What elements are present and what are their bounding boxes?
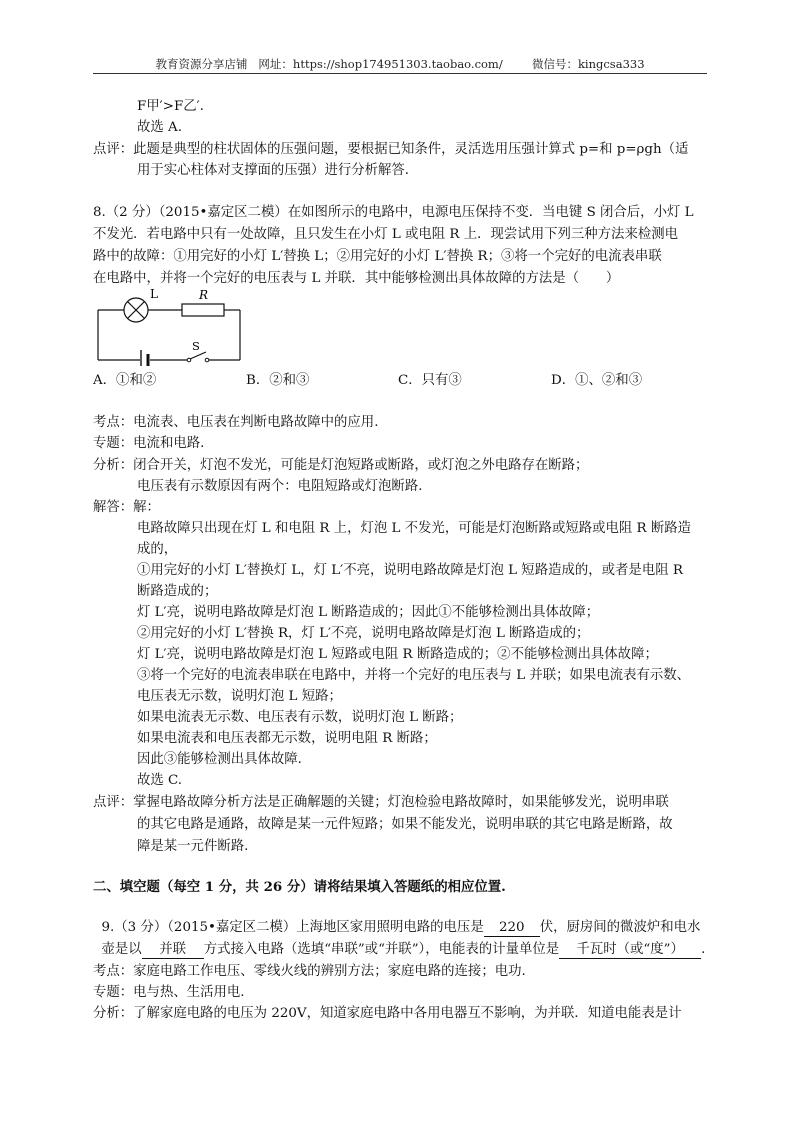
q7-answer: 故选 A. bbox=[137, 120, 182, 135]
q8-dianping-line-3: 障是某一元件断路. bbox=[137, 839, 249, 854]
q8-jieda-line-8: ③将一个完好的电流表串联在电路中，并将一个完好的电压表与 L 并联；如果电流表有示数、 bbox=[137, 668, 691, 683]
lamp-symbol bbox=[124, 298, 148, 322]
q8-jieda-line-5: 灯 L′亮，说明电路故障是灯泡 L 断路造成的；因此①不能够检测出具体故障； bbox=[137, 605, 600, 620]
q9-blank-unit: 千瓦时（或“度”） bbox=[559, 941, 701, 959]
switch-symbol bbox=[187, 352, 209, 362]
q8-option-c: C．只有③ bbox=[398, 373, 462, 388]
q9-line-2 bbox=[93, 920, 706, 957]
q8-jieda-line-2: 成的， bbox=[137, 542, 178, 557]
q8-zhuanti: 专题：电流和电路. bbox=[93, 436, 205, 451]
q9-kaodian: 考点：家庭电路工作电压、零线火线的辨别方法；家庭电路的连接；电功. bbox=[93, 964, 526, 979]
q9-text-4: 方式接入电路（选填“串联”或“并联”），电能表的计量单位是 bbox=[203, 942, 560, 957]
q8-jieda-line-4: 断路造成的； bbox=[137, 584, 218, 599]
q8-fenxi-line-2: 电压表有示数原因有两个：电阻短路或灯泡断路. bbox=[137, 479, 423, 494]
q7-formula: F甲′>F乙′. bbox=[137, 99, 204, 114]
q9-line-1 bbox=[93, 898, 701, 935]
q9-zhuanti: 专题：电与热、生活用电. bbox=[93, 985, 245, 1000]
q9-text-2: 伏，厨房间的微波炉和电水 bbox=[539, 920, 701, 935]
q8-jieda-line-3: ①用完好的小灯 L′替换灯 L，灯 L′不亮，说明电路故障是灯泡 L 短路造成的，或者是电阻 R bbox=[137, 563, 683, 578]
switch-label: S bbox=[192, 339, 200, 353]
q9-blank-connection: 并联 bbox=[142, 941, 204, 959]
q8-jieda-line-7: 灯 L′亮，说明电路故障是灯泡 L 短路或电阻 R 断路造成的；②不能够检测出具体故障； bbox=[137, 647, 658, 662]
q8-fenxi-line-1: 分析：闭合开关，灯泡不发光，可能是灯泡短路或断路，或灯泡之外电路存在断路； bbox=[93, 458, 589, 473]
q8-jieda-line-12: 因此③能够检测出具体故障. bbox=[137, 752, 302, 767]
q8-option-a: A．①和② bbox=[93, 373, 157, 388]
q8-jieda-line-13: 故选 C. bbox=[137, 773, 183, 788]
q9-text-5: . bbox=[701, 942, 706, 957]
q8-stem-line-3: 路中的故障：①用完好的小灯 L′替换 L；②用完好的小灯 L′替换 R；③将一个完好的电流表串联 bbox=[93, 249, 662, 264]
q8-jieda-line-11: 如果电流表和电压表都无示数，说明电阻 R 断路； bbox=[137, 731, 437, 746]
q8-jieda-line-1: 电路故障只出现在灯 L 和电阻 R 上，灯泡 L 不发光，可能是灯泡断路或短路或电阻 R 断路造 bbox=[137, 521, 692, 536]
q8-stem-line-4: 在电路中，并将一个完好的电压表与 L 并联．其中能够检测出具体故障的方法是（ ） bbox=[93, 271, 620, 286]
resistor-label: R bbox=[199, 288, 209, 302]
q8-option-d: D．①、②和③ bbox=[551, 373, 643, 388]
q8-stem-line-1: 8.（2 分）（2015•嘉定区二模）在如图所示的电路中，电源电压保持不变．当电键 S 闭合后，小灯 L bbox=[93, 205, 694, 220]
battery-symbol bbox=[141, 350, 148, 366]
page-header: 教育资源分享店铺 网址：https://shop174951303.taobao.com/ 微信号：kingcsa333 bbox=[155, 57, 645, 71]
q7-comment-line-2: 用于实心柱体对支撑面的压强）进行分析解答. bbox=[137, 163, 410, 178]
q8-stem-line-2: 不发光．若电路中只有一处故障，且只发生在小灯 L 或电阻 R 上．现尝试用下列三种方法来检测电 bbox=[93, 227, 679, 242]
q8-jieda-label: 解答：解： bbox=[93, 500, 160, 515]
q8-dianping-line-2: 的其它电路是通路，故障是某一元件短路；如果不能发光，说明串联的其它电路是断路，故 bbox=[137, 817, 673, 832]
q8-dianping-line-1: 点评：掌握电路故障分析方法是正确解题的关键；灯泡检验电路故障时，如果能够发光，说明串联 bbox=[93, 795, 669, 810]
q9-text-1: 9.（3 分）（2015•嘉定区二模）上海地区家用照明电路的电压是 bbox=[101, 920, 484, 935]
header-rule bbox=[93, 73, 707, 74]
q9-blank-voltage: 220 bbox=[484, 919, 540, 937]
section-title-fill-in: 二、填空题（每空 1 分，共 26 分）请将结果填入答题纸的相应位置. bbox=[93, 879, 506, 895]
circuit-diagram bbox=[90, 286, 250, 366]
lamp-label: L bbox=[150, 287, 158, 301]
q9-fenxi: 分析：了解家庭电路的电压为 220V，知道家庭电路中各用电器互不影响，为并联．知道电能表是计 bbox=[93, 1006, 682, 1021]
q8-jieda-line-10: 如果电流表无示数、电压表有示数，说明灯泡 L 断路； bbox=[137, 710, 463, 725]
q9-text-3: 壶是以 bbox=[101, 942, 142, 957]
q7-comment-line-1: 点评：此题是典型的柱状固体的压强问题，要根据已知条件，灵活选用压强计算式 p=和 p=ρgh（适 bbox=[93, 142, 689, 157]
resistor-symbol bbox=[182, 304, 224, 316]
q8-option-b: B．②和③ bbox=[246, 373, 310, 388]
q8-jieda-line-6: ②用完好的小灯 L′替换 R，灯 L′不亮，说明电路故障是灯泡 L 断路造成的； bbox=[137, 626, 590, 641]
q8-jieda-line-9: 电压表无示数，说明灯泡 L 短路； bbox=[137, 689, 342, 704]
q8-kaodian: 考点：电流表、电压表在判断电路故障中的应用. bbox=[93, 415, 379, 430]
